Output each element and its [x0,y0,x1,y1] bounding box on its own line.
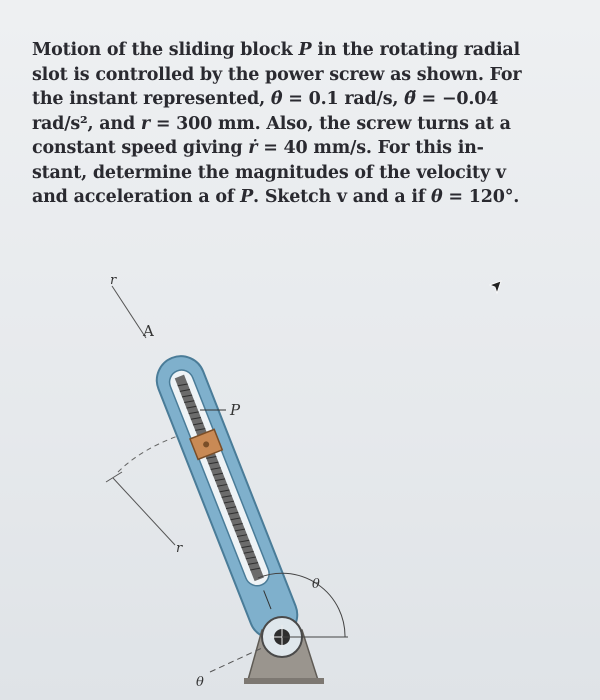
problem-line-2 [32,63,552,88]
text-run: slot is controlled by the power screw as shown. For [32,64,522,85]
problem-line-6 [32,161,552,186]
label-a: A [143,322,154,340]
label-p: P [230,401,241,419]
text-run: Motion of the sliding block [32,40,299,60]
text-run: v [495,162,506,183]
text-run: rad/s², and [32,113,141,134]
text-run: = 120°. [442,187,520,207]
text-run: = 40 mm/s. For this in- [257,138,484,158]
text-run: . Sketch [253,187,337,207]
problem-statement [32,38,552,210]
text-run: = 0.1 rad/s, [282,89,405,109]
rotating-arm [150,349,305,646]
problem-line-3 [32,87,552,112]
label-r-top: r [110,273,117,288]
r-extension-line [106,472,122,482]
text-run: in the rotating radial [311,40,521,60]
text-run: the instant represented, [32,89,271,109]
arrow-cursor-icon [488,279,502,299]
r-dimension-line-bottom [113,478,175,545]
text-run: r [140,113,150,134]
text-run: of [209,187,241,207]
problem-line-1 [32,38,552,63]
text-run: P [298,40,312,60]
text-run: v [336,187,347,207]
text-run: θ̈ [404,89,416,109]
cursor-glyph [488,279,502,295]
mechanism-figure [0,260,600,700]
label-r-mid: r [176,541,183,556]
text-run: and [346,187,395,207]
problem-line-4 [32,112,552,137]
label-theta-bottom: θ [196,675,204,690]
text-run: θ̇ [270,89,283,109]
text-run: and acceleration [32,187,199,207]
text-run: stant, determine the magnitudes of the velocity [32,162,496,183]
text-run: a [394,187,406,207]
text-run: a [198,187,210,207]
label-theta-right: θ [312,577,320,592]
text-run: = 300 mm. Also, the screw turns at a [149,113,511,134]
text-run: if [405,187,432,207]
text-run: P [240,187,254,207]
r-dimension-line-top [112,286,146,338]
text-run: = −0.04 [415,89,499,109]
text-run: ṙ [248,138,258,158]
text-run: θ [431,187,443,207]
power-screw [175,375,264,581]
problem-line-5 [32,136,552,161]
ground-strip [244,678,324,684]
text-run: constant speed giving [32,138,249,158]
problem-line-7 [32,185,552,210]
